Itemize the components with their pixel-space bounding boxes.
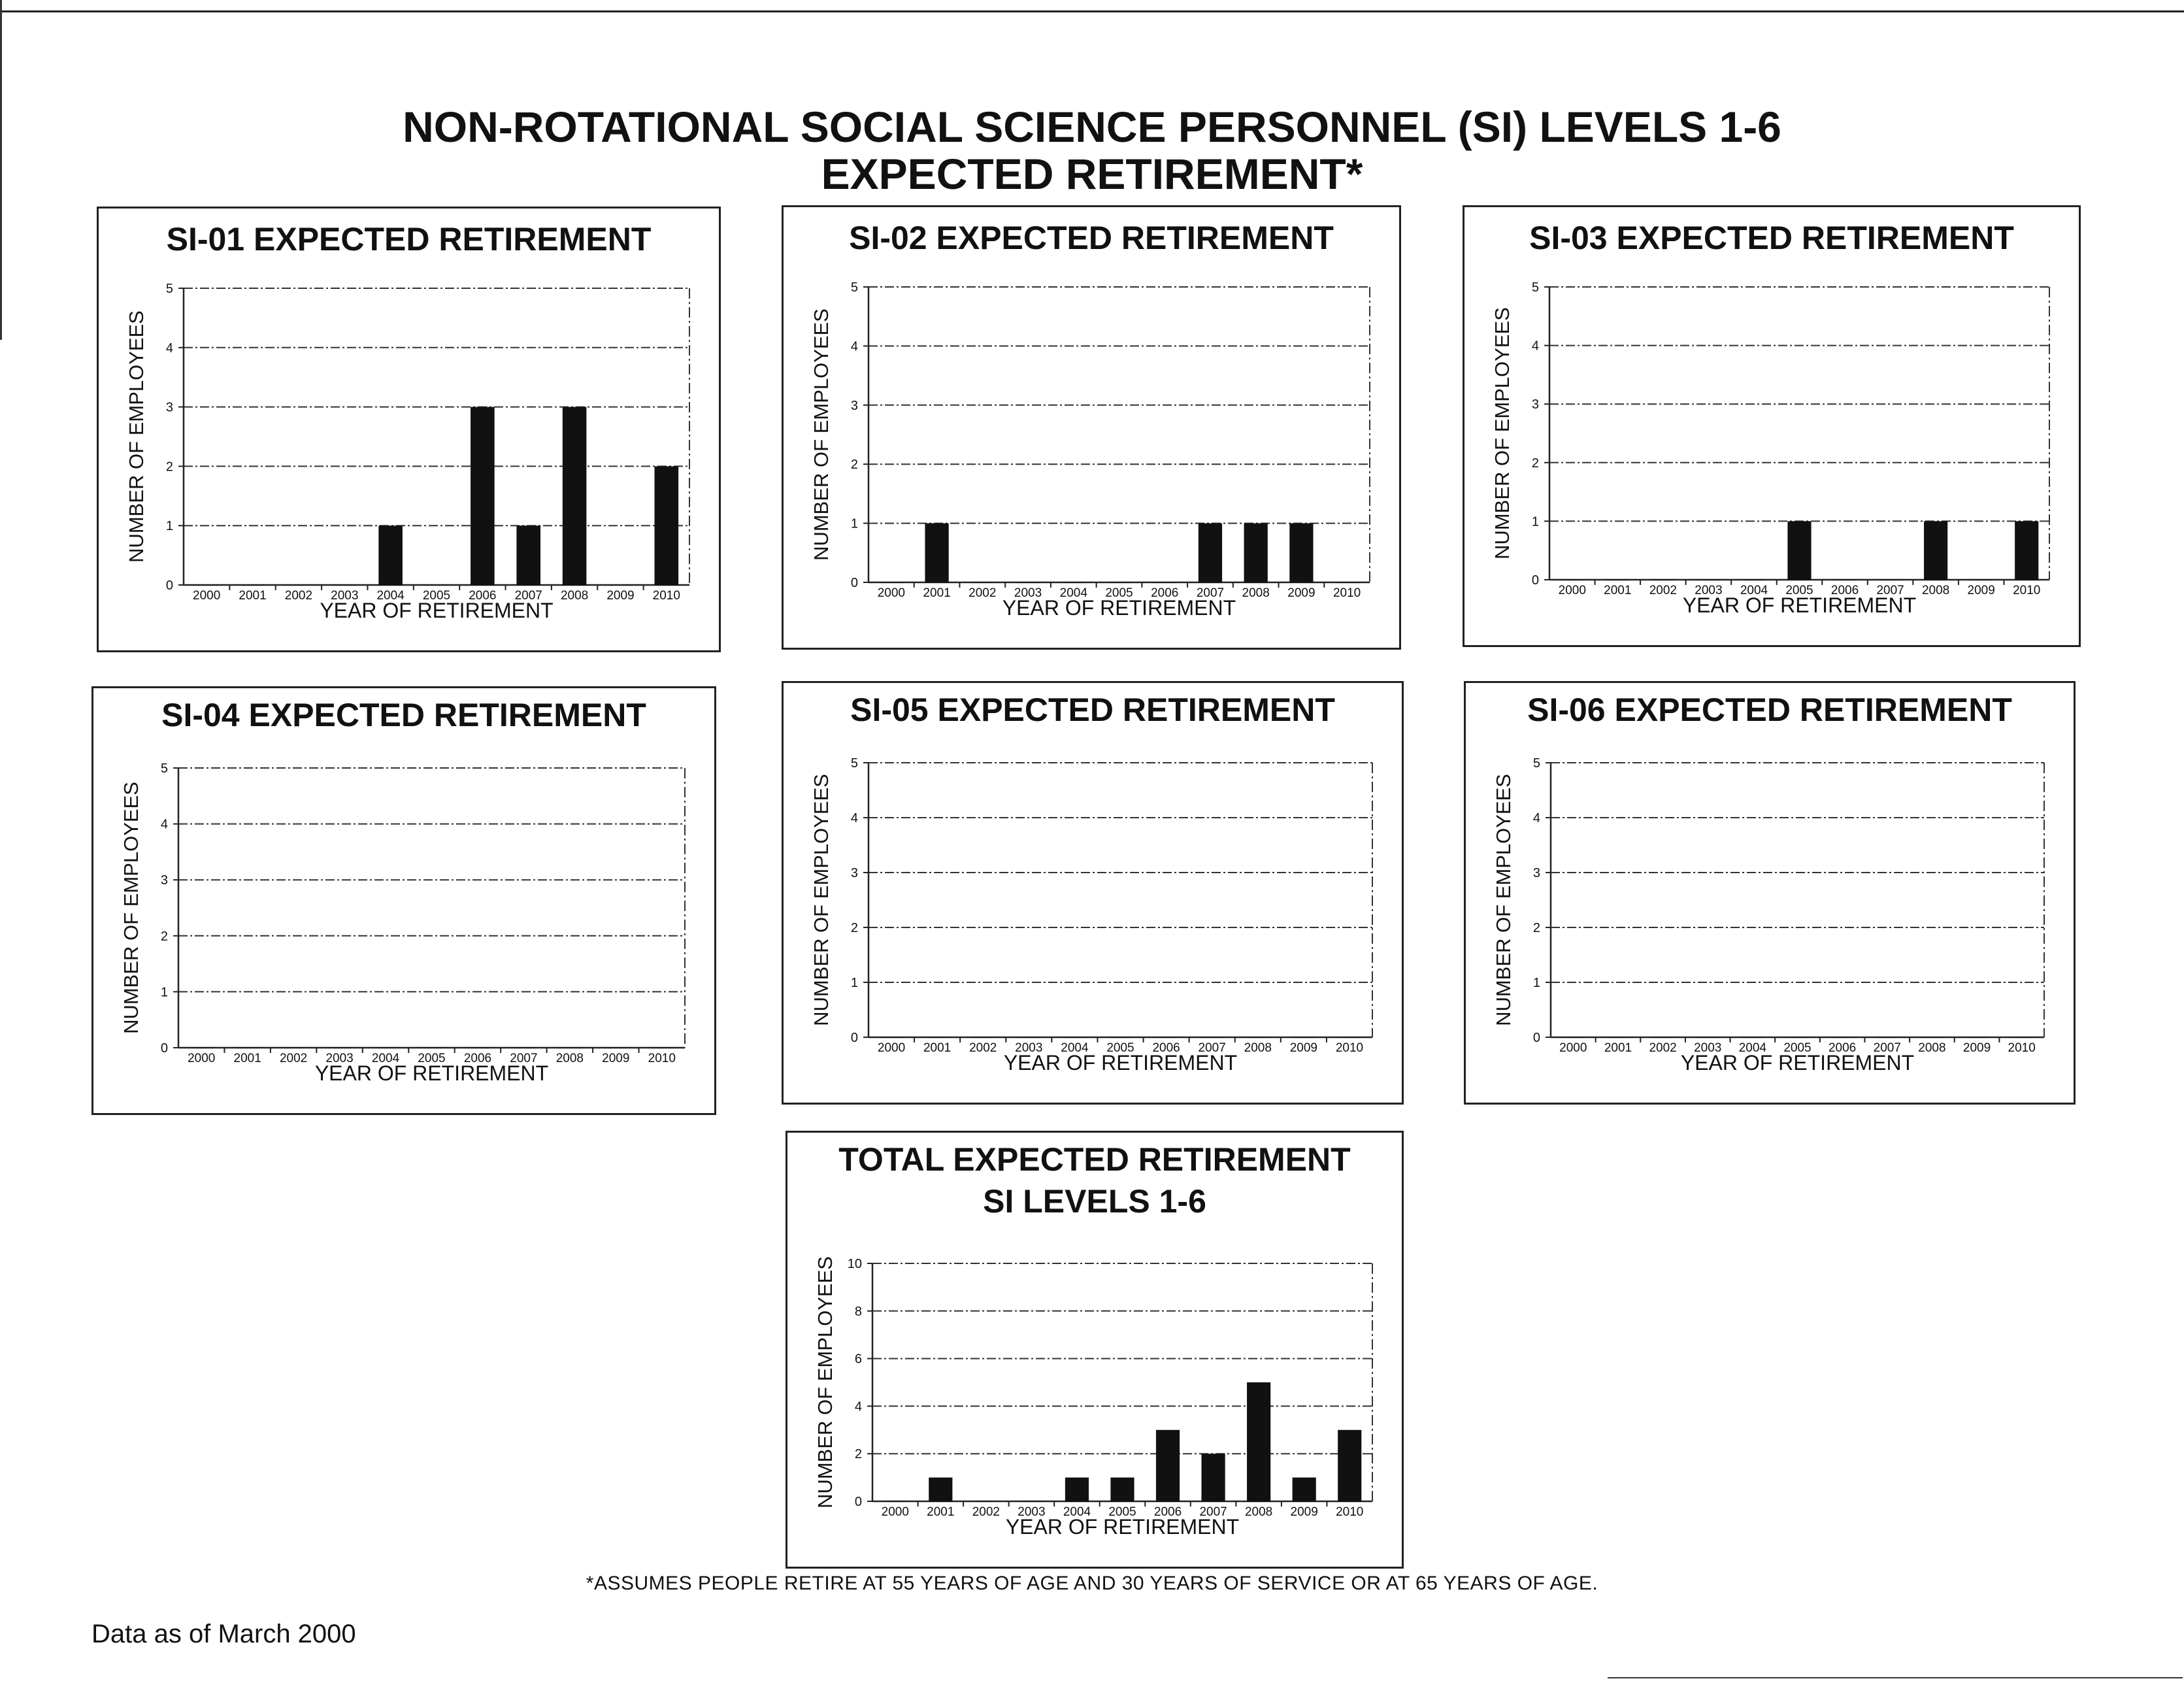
x-tick-label: 2006 [1151, 586, 1179, 600]
x-tick-label: 2007 [510, 1052, 538, 1065]
chart-subtitle: SI LEVELS 1-6 [983, 1183, 1206, 1220]
bar [1247, 1382, 1270, 1502]
top-border-line [0, 10, 2184, 12]
chart-si-02 [784, 207, 1399, 648]
y-tick-label: 4 [850, 811, 858, 825]
y-tick-label: 3 [165, 400, 173, 415]
x-tick-label: 2004 [376, 589, 405, 603]
x-tick-label: 2010 [648, 1052, 676, 1065]
x-tick-label: 2004 [1738, 1041, 1767, 1055]
bar [1063, 1037, 1086, 1038]
bar [1017, 1037, 1040, 1038]
y-tick-label: 1 [165, 519, 173, 534]
x-tick-label: 2006 [1152, 1041, 1180, 1055]
bar [1335, 582, 1359, 583]
y-axis-label: NUMBER OF EMPLOYEES [814, 1256, 836, 1508]
x-tick-label: 2008 [1244, 1041, 1272, 1055]
bar [1651, 1037, 1675, 1038]
y-tick-label: 8 [854, 1304, 862, 1319]
bar [1786, 1037, 1810, 1038]
y-tick-label: 3 [1532, 866, 1540, 880]
x-tick-label: 2001 [923, 1041, 951, 1055]
y-tick-label: 0 [850, 576, 858, 590]
bar [880, 1037, 903, 1038]
x-tick-label: 2003 [331, 589, 359, 603]
x-tick-label: 2007 [1196, 586, 1225, 600]
bar [1199, 524, 1222, 583]
bar [195, 585, 219, 586]
y-tick-label: 4 [1531, 339, 1539, 354]
x-tick-label: 2009 [1962, 1041, 1991, 1055]
y-tick-label: 5 [850, 280, 858, 295]
x-tick-label: 2008 [560, 589, 589, 603]
y-axis-label: NUMBER OF EMPLOYEES [125, 310, 148, 563]
bar [925, 1037, 949, 1038]
y-tick-label: 3 [160, 873, 168, 888]
y-axis-label: NUMBER OF EMPLOYEES [1492, 774, 1515, 1026]
y-axis-label: NUMBER OF EMPLOYEES [120, 782, 142, 1034]
bar [425, 585, 449, 586]
x-axis-label: YEAR OF RETIREMENT [1682, 593, 1917, 617]
chart-panel-total [786, 1131, 1404, 1569]
x-tick-label: 2010 [1335, 1041, 1364, 1055]
bar [1741, 1037, 1764, 1038]
x-axis-label: YEAR OF RETIREMENT [320, 599, 554, 622]
x-tick-label: 2001 [233, 1052, 261, 1065]
chart-title: SI-01 EXPECTED RETIREMENT [166, 221, 652, 258]
bar [1830, 1037, 1854, 1038]
bar [1065, 1478, 1089, 1502]
x-tick-label: 2002 [969, 1041, 997, 1055]
x-tick-label: 2005 [1785, 584, 1813, 597]
x-tick-label: 2005 [1105, 586, 1133, 600]
bar [563, 407, 587, 586]
x-tick-label: 2002 [279, 1052, 308, 1065]
x-tick-label: 2004 [1061, 1041, 1089, 1055]
bar [1924, 521, 1947, 580]
y-tick-label: 0 [850, 1031, 858, 1045]
chart-panel-si-03 [1463, 205, 2081, 647]
x-tick-label: 2009 [606, 589, 635, 603]
y-tick-label: 0 [1532, 1031, 1540, 1045]
x-tick-label: 2001 [239, 589, 267, 603]
x-tick-label: 2004 [1740, 584, 1768, 597]
y-tick-label: 2 [1531, 456, 1539, 471]
y-tick-label: 2 [165, 459, 173, 475]
x-tick-label: 2001 [1604, 584, 1632, 597]
x-tick-label: 2009 [1290, 1505, 1318, 1519]
x-tick-label: 2009 [602, 1052, 630, 1065]
chart-title: SI-04 EXPECTED RETIREMENT [161, 697, 646, 733]
y-tick-label: 0 [160, 1041, 168, 1056]
bar [1107, 582, 1131, 583]
x-tick-label: 2006 [1153, 1505, 1182, 1519]
x-tick-label: 2002 [968, 586, 997, 600]
x-tick-label: 2004 [1059, 586, 1087, 600]
chart-panel-si-04 [91, 686, 716, 1115]
bar [608, 585, 633, 586]
x-tick-label: 2006 [463, 1052, 492, 1065]
bar [1561, 1037, 1585, 1038]
x-tick-label: 2008 [1244, 1505, 1273, 1519]
x-tick-label: 2004 [1063, 1505, 1091, 1519]
y-axis-label: NUMBER OF EMPLOYEES [810, 308, 833, 561]
y-tick-label: 1 [160, 985, 168, 1000]
chart-panel-si-05 [782, 681, 1404, 1105]
bar [1921, 1037, 1944, 1038]
bar [1202, 1454, 1225, 1502]
chart-panel-si-01 [97, 207, 721, 652]
page-subtitle: EXPECTED RETIREMENT* [821, 150, 1363, 198]
y-tick-label: 4 [850, 339, 858, 354]
x-tick-label: 2009 [1289, 1041, 1318, 1055]
x-tick-label: 2003 [1694, 1041, 1722, 1055]
bar [2015, 521, 2038, 580]
x-tick-label: 2000 [193, 589, 221, 603]
chart-title: SI-05 EXPECTED RETIREMENT [850, 692, 1335, 728]
chart-panel-si-06 [1464, 681, 2076, 1105]
x-tick-label: 2000 [877, 586, 906, 600]
bar [1062, 582, 1085, 583]
x-tick-label: 2006 [469, 589, 497, 603]
x-tick-label: 2007 [1198, 1041, 1226, 1055]
y-tick-label: 4 [160, 817, 168, 832]
footnote: *ASSUMES PEOPLE RETIRE AT 55 YEARS OF AGE AND 30 YEARS OF SERVICE OR AT 65 YEARS OF AGE. [586, 1573, 1598, 1594]
x-tick-label: 2003 [1015, 1041, 1043, 1055]
y-tick-label: 3 [850, 866, 858, 880]
y-tick-label: 3 [850, 398, 858, 413]
chart-title: TOTAL EXPECTED RETIREMENT [838, 1141, 1351, 1178]
y-tick-label: 4 [854, 1399, 862, 1414]
chart-total [787, 1133, 1402, 1567]
chart-si-03 [1464, 207, 2079, 645]
x-tick-label: 2000 [188, 1052, 216, 1065]
x-tick-label: 2008 [1921, 584, 1950, 597]
x-tick-label: 2002 [1649, 1041, 1677, 1055]
x-axis-label: YEAR OF RETIREMENT [1003, 1051, 1238, 1075]
bottom-border-line [1608, 1677, 2183, 1678]
x-tick-label: 2000 [877, 1041, 906, 1055]
chart-title: SI-03 EXPECTED RETIREMENT [1529, 220, 2014, 256]
bar [1876, 1037, 1899, 1038]
y-tick-label: 5 [850, 756, 858, 771]
bar [884, 1501, 907, 1502]
x-tick-label: 2004 [371, 1052, 400, 1065]
x-axis-label: YEAR OF RETIREMENT [1680, 1051, 1915, 1075]
x-tick-label: 2000 [1559, 1041, 1587, 1055]
x-tick-label: 2010 [652, 589, 680, 603]
y-tick-label: 1 [1531, 514, 1539, 529]
bar [1200, 1037, 1223, 1038]
x-tick-label: 2005 [418, 1052, 446, 1065]
x-tick-label: 2003 [1695, 584, 1723, 597]
chart-si-04 [93, 688, 714, 1113]
y-tick-label: 3 [1531, 397, 1539, 412]
x-tick-label: 2006 [1828, 1041, 1857, 1055]
y-tick-label: 1 [1532, 976, 1540, 990]
y-tick-label: 2 [850, 921, 858, 935]
bar [1965, 1037, 1989, 1038]
bar [1154, 1037, 1178, 1038]
y-tick-label: 2 [1532, 921, 1540, 935]
bar [880, 582, 903, 583]
bar [1289, 524, 1313, 583]
x-tick-label: 2007 [1199, 1505, 1227, 1519]
bar [1338, 1430, 1361, 1502]
x-tick-label: 2010 [2008, 1041, 2036, 1055]
chart-panel-si-02 [782, 205, 1401, 650]
y-tick-label: 2 [854, 1447, 862, 1462]
chart-title: SI-02 EXPECTED RETIREMENT [849, 220, 1334, 256]
bar [1338, 1037, 1361, 1038]
bar [1696, 1037, 1719, 1038]
x-tick-label: 2009 [1287, 586, 1315, 600]
x-tick-label: 2010 [2013, 584, 2041, 597]
bar [929, 1478, 952, 1502]
chart-si-05 [784, 683, 1402, 1103]
x-tick-label: 2007 [514, 589, 542, 603]
x-tick-label: 2010 [1332, 586, 1361, 600]
x-tick-label: 2000 [881, 1505, 909, 1519]
y-tick-label: 1 [850, 516, 858, 531]
x-tick-label: 2010 [1336, 1505, 1364, 1519]
x-tick-label: 2003 [1018, 1505, 1046, 1519]
y-tick-label: 2 [160, 929, 168, 944]
chart-si-01 [99, 208, 719, 650]
y-tick-label: 5 [160, 761, 168, 776]
x-tick-label: 2002 [1649, 584, 1678, 597]
bar [1019, 1501, 1043, 1502]
x-tick-label: 2003 [325, 1052, 354, 1065]
x-axis-label: YEAR OF RETIREMENT [314, 1061, 549, 1085]
bar [970, 582, 994, 583]
y-tick-label: 0 [165, 578, 173, 593]
x-tick-label: 2009 [1967, 584, 1995, 597]
x-tick-label: 2007 [1876, 584, 1904, 597]
x-tick-label: 2001 [1604, 1041, 1632, 1055]
bar [971, 1037, 995, 1038]
bar [240, 585, 265, 586]
bar [1016, 582, 1040, 583]
x-axis-label: YEAR OF RETIREMENT [1002, 596, 1236, 620]
y-tick-label: 0 [1531, 573, 1539, 588]
x-tick-label: 2005 [422, 589, 451, 603]
bar [287, 585, 311, 586]
x-tick-label: 2003 [1014, 586, 1042, 600]
y-tick-label: 0 [854, 1495, 862, 1509]
x-tick-label: 2008 [1918, 1041, 1946, 1055]
bar [1246, 1037, 1270, 1038]
bar [1156, 1430, 1180, 1502]
y-tick-label: 1 [850, 976, 858, 990]
x-tick-label: 2005 [1783, 1041, 1812, 1055]
y-axis-label: NUMBER OF EMPLOYEES [810, 774, 833, 1026]
y-tick-label: 4 [165, 341, 173, 356]
x-tick-label: 2000 [1558, 584, 1586, 597]
y-tick-label: 5 [165, 282, 173, 296]
bar [378, 525, 403, 586]
x-tick-label: 2001 [923, 586, 951, 600]
x-tick-label: 2002 [284, 589, 313, 603]
x-tick-label: 2001 [927, 1505, 955, 1519]
x-tick-label: 2008 [1242, 586, 1270, 600]
chart-title: SI-06 EXPECTED RETIREMENT [1527, 692, 2012, 728]
x-tick-label: 2002 [972, 1505, 1001, 1519]
bar [1108, 1037, 1132, 1038]
data-as-of-note: Data as of March 2000 [91, 1620, 356, 1648]
bar [516, 525, 540, 586]
y-tick-label: 4 [1532, 811, 1540, 825]
bar [1787, 521, 1811, 580]
bar [2010, 1037, 2034, 1038]
page-title: NON-ROTATIONAL SOCIAL SCIENCE PERSONNEL (SI) LEVELS 1-6 [403, 103, 1781, 151]
y-tick-label: 2 [850, 458, 858, 473]
bar [1110, 1478, 1134, 1502]
x-tick-label: 2007 [1873, 1041, 1901, 1055]
y-axis-label: NUMBER OF EMPLOYEES [1491, 307, 1514, 559]
x-axis-label: YEAR OF RETIREMENT [1005, 1515, 1240, 1539]
bar [655, 466, 679, 586]
x-tick-label: 2006 [1830, 584, 1859, 597]
bar [1244, 524, 1268, 583]
bar [333, 585, 357, 586]
y-tick-label: 10 [847, 1257, 862, 1271]
bar [1292, 1037, 1315, 1038]
bar [974, 1501, 998, 1502]
y-tick-label: 5 [1532, 756, 1540, 771]
chart-si-06 [1466, 683, 2074, 1103]
x-tick-label: 2005 [1108, 1505, 1136, 1519]
bar [925, 524, 948, 583]
bar [1293, 1478, 1316, 1502]
bar [1153, 582, 1176, 583]
x-tick-label: 2008 [555, 1052, 584, 1065]
bar [471, 407, 495, 586]
y-tick-label: 6 [854, 1352, 862, 1367]
y-tick-label: 5 [1531, 280, 1539, 295]
x-tick-label: 2005 [1106, 1041, 1134, 1055]
bar [1606, 1037, 1630, 1038]
